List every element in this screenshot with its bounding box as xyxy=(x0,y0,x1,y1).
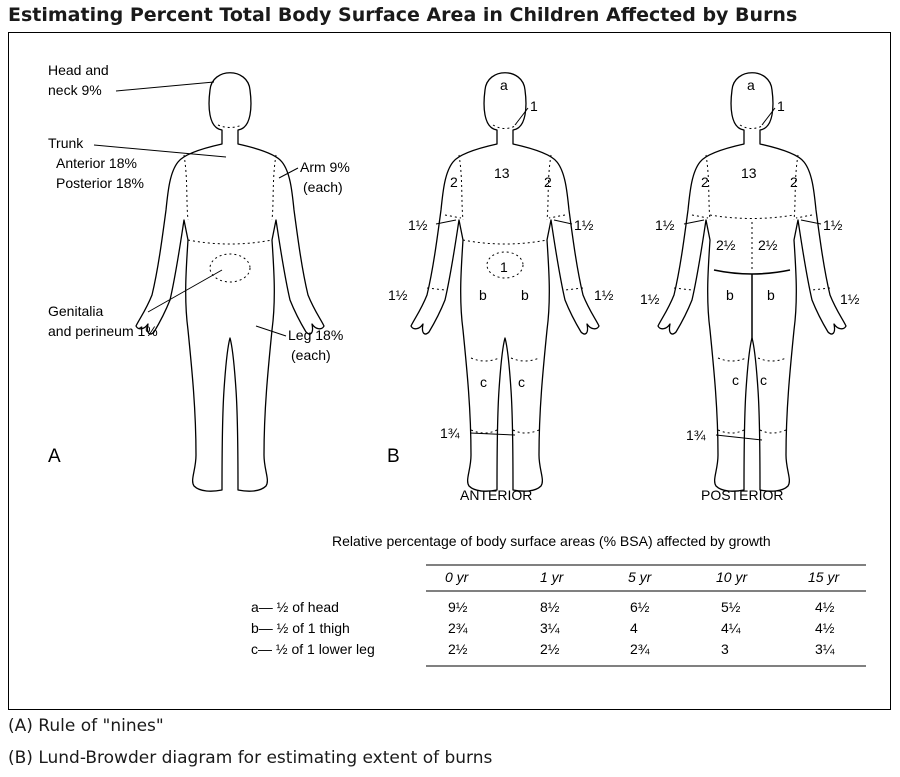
posterior-lower-leg-right: c xyxy=(760,372,767,388)
anterior-trunk: 13 xyxy=(494,165,510,181)
table-cell: 3¼ xyxy=(815,641,835,657)
label-arm: Arm 9% xyxy=(300,159,350,175)
table-cell: 2½ xyxy=(448,641,468,657)
posterior-lower-leg-left: c xyxy=(732,372,739,388)
anterior-upper-arm-left: 2 xyxy=(450,174,458,190)
table-cell: 2¾ xyxy=(448,620,468,636)
figure-b-anterior-labels xyxy=(387,77,614,503)
anterior-forearm-right: 1½ xyxy=(574,217,594,233)
figure-a-body xyxy=(136,73,324,491)
label-trunk: Trunk xyxy=(48,135,84,151)
table-cell: 4 xyxy=(630,620,638,636)
table-header-4: 15 yr xyxy=(808,569,840,585)
table-title: Relative percentage of body surface areas (% BSA) affected by growth xyxy=(332,533,771,549)
label-head-neck-line2: neck 9% xyxy=(48,82,102,98)
anterior-foot: 1¾ xyxy=(440,425,460,441)
anterior-genitalia: 1 xyxy=(500,259,508,275)
posterior-upper-arm-left: 2 xyxy=(701,174,709,190)
table-header-1: 1 yr xyxy=(540,569,564,585)
anterior-neck: 1 xyxy=(530,98,538,114)
panel-label-a: A xyxy=(48,446,61,467)
figure-b-posterior-labels xyxy=(640,77,860,503)
anterior-caption: ANTERIOR xyxy=(460,487,533,503)
anterior-lower-leg-left: c xyxy=(480,374,487,390)
posterior-upper-arm-right: 2 xyxy=(790,174,798,190)
label-leg-each: (each) xyxy=(291,347,331,363)
anterior-thigh-left: b xyxy=(479,287,487,303)
posterior-forearm-left: 1½ xyxy=(655,217,675,233)
table-cell: 4¼ xyxy=(721,620,741,636)
table-cell: 4½ xyxy=(815,620,835,636)
label-trunk-anterior: Anterior 18% xyxy=(56,155,137,171)
anterior-upper-arm-right: 2 xyxy=(544,174,552,190)
anterior-hand-left: 1½ xyxy=(388,287,408,303)
posterior-foot: 1¾ xyxy=(686,427,706,443)
anterior-thigh-right: b xyxy=(521,287,529,303)
table-row-label-b: b— ½ of 1 thigh xyxy=(251,620,350,636)
label-leg: Leg 18% xyxy=(288,327,344,343)
table-header-0: 0 yr xyxy=(445,569,469,585)
caption-rule-of-nines: (A) Rule of "nines" xyxy=(8,716,164,736)
posterior-neck: 1 xyxy=(777,98,785,114)
table-cell: 5½ xyxy=(721,599,741,615)
figure-a-labels xyxy=(48,62,350,467)
table-cell: 2¾ xyxy=(630,641,650,657)
table-cell: 3¼ xyxy=(540,620,560,636)
posterior-hand-right: 1½ xyxy=(840,291,860,307)
table-header-2: 5 yr xyxy=(628,569,652,585)
page-title: Estimating Percent Total Body Surface Area in Children Affected by Burns xyxy=(8,4,798,26)
posterior-forearm-right: 1½ xyxy=(823,217,843,233)
caption-lund-browder: (B) Lund-Browder diagram for estimating extent of burns xyxy=(8,748,493,768)
label-genitalia: Genitalia xyxy=(48,303,104,319)
posterior-head: a xyxy=(747,77,755,93)
posterior-buttock-right: 2½ xyxy=(758,237,778,253)
table-cell: 6½ xyxy=(630,599,650,615)
growth-table xyxy=(251,533,866,666)
posterior-trunk: 13 xyxy=(741,165,757,181)
table-header-3: 10 yr xyxy=(716,569,748,585)
label-head-neck-line1: Head and xyxy=(48,62,109,78)
table-row-label-c: c— ½ of 1 lower leg xyxy=(251,641,375,657)
label-trunk-posterior: Posterior 18% xyxy=(56,175,144,191)
label-arm-each: (each) xyxy=(303,179,343,195)
anterior-head: a xyxy=(500,77,508,93)
posterior-thigh-left: b xyxy=(726,287,734,303)
table-cell: 2½ xyxy=(540,641,560,657)
posterior-thigh-right: b xyxy=(767,287,775,303)
posterior-hand-left: 1½ xyxy=(640,291,660,307)
table-cell: 3 xyxy=(721,641,729,657)
anterior-hand-right: 1½ xyxy=(594,287,614,303)
table-cell: 9½ xyxy=(448,599,468,615)
posterior-buttock-left: 2½ xyxy=(716,237,736,253)
panel-label-b: B xyxy=(387,446,400,467)
anterior-forearm-left: 1½ xyxy=(408,217,428,233)
table-cell: 4½ xyxy=(815,599,835,615)
label-genitalia-perineum: and perineum 1% xyxy=(48,323,158,339)
table-cell: 8½ xyxy=(540,599,560,615)
posterior-caption: POSTERIOR xyxy=(701,487,784,503)
anterior-lower-leg-right: c xyxy=(518,374,525,390)
table-row-label-a: a— ½ of head xyxy=(251,599,339,615)
